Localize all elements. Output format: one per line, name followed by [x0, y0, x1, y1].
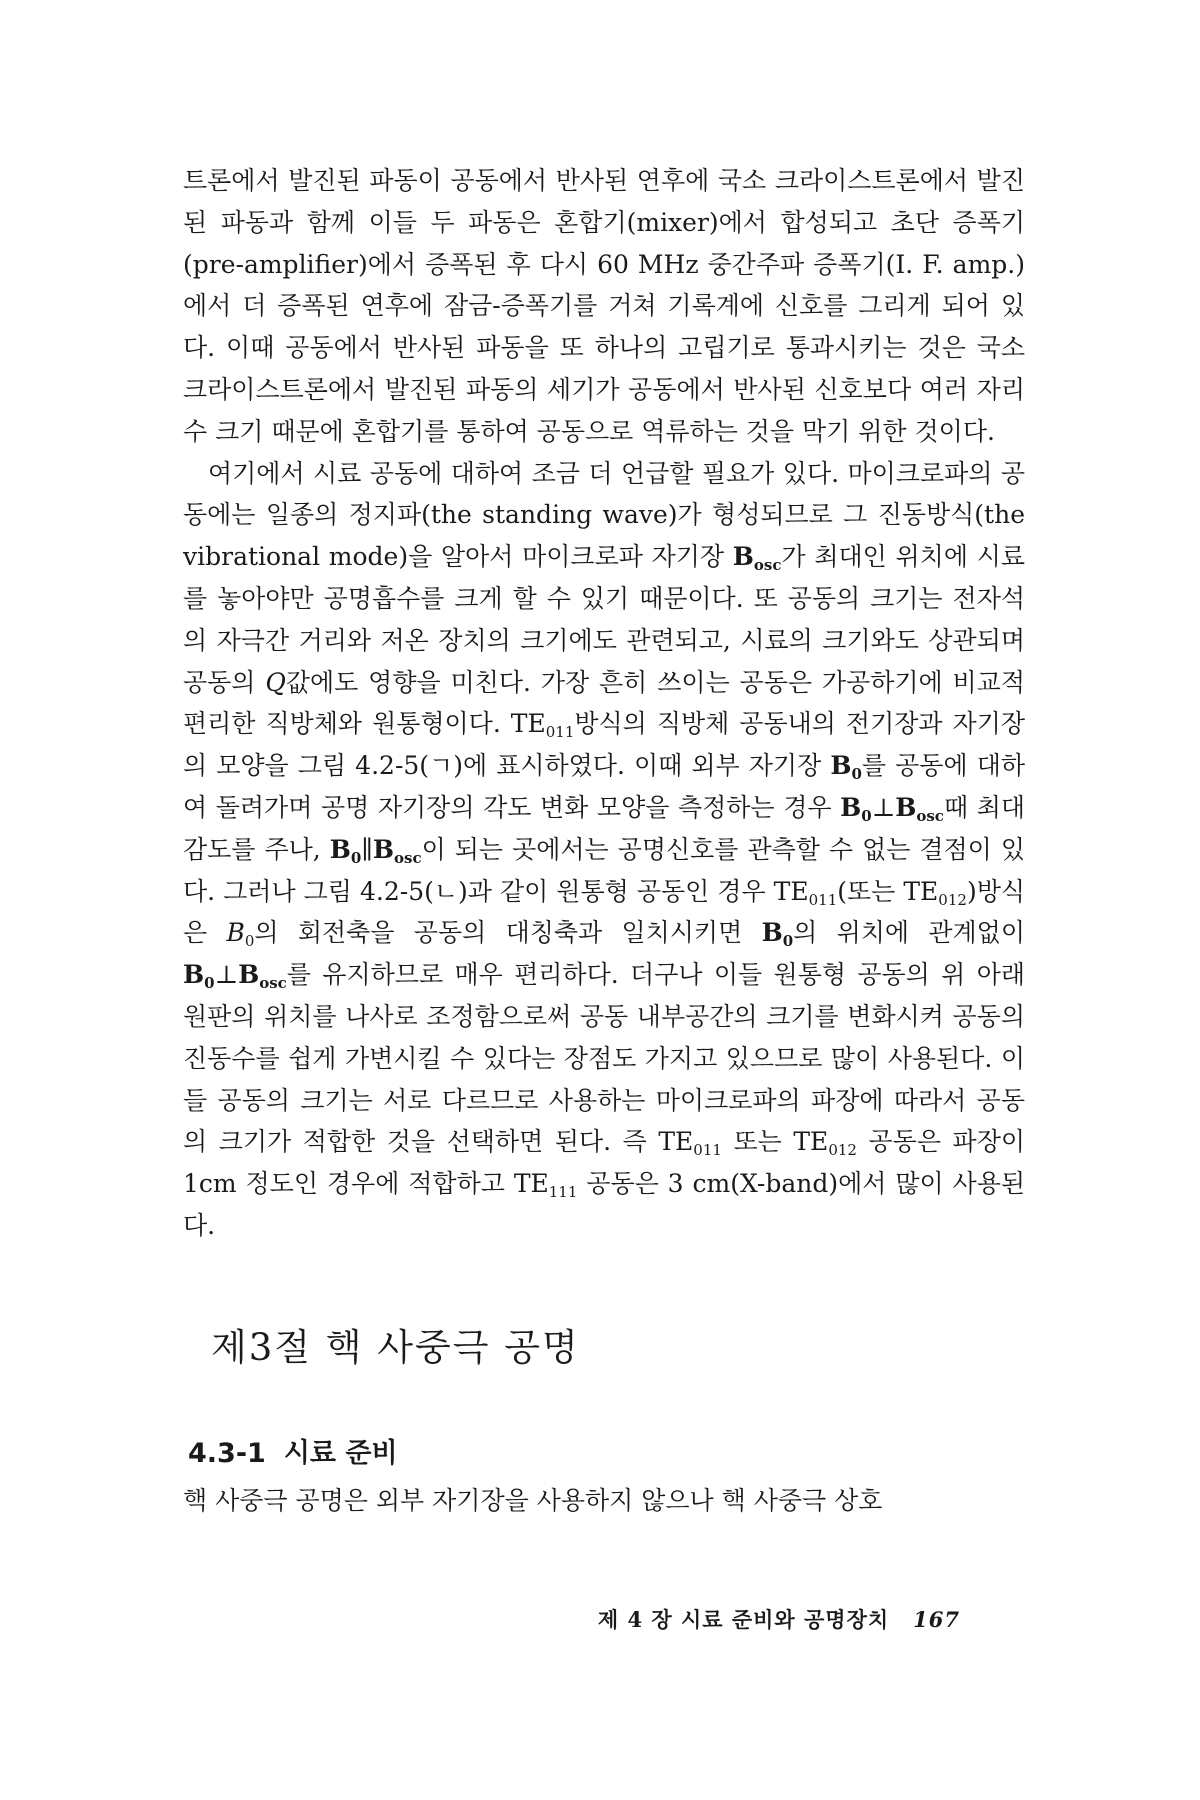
subscript: 0 [782, 932, 794, 951]
section-title: 제3절 핵 사중극 공명 [211, 1325, 580, 1369]
b0-symbol: B [761, 918, 783, 948]
te-mode-symbol: TE [793, 1127, 829, 1157]
running-footer-chapter: 제 4 장 시료 준비와 공명장치 [597, 1607, 890, 1632]
paragraph-2 [183, 453, 1025, 1247]
b-osc-symbol: B [895, 792, 917, 822]
text-run: 의 위치에 관계없이 [793, 918, 1025, 948]
paragraph-3: 핵 사중극 공명은 외부 자기장을 사용하지 않으나 핵 사중극 상호 [183, 1485, 883, 1515]
b-osc-symbol: B [732, 542, 754, 572]
b0-symbol: B [183, 960, 205, 990]
subsection-heading [188, 1431, 1025, 1470]
te-mode-symbol: TE [513, 1169, 549, 1199]
subscript: 012 [938, 890, 967, 909]
subscript: osc [394, 848, 422, 867]
subscript: osc [916, 806, 944, 825]
subsection-title: 시료 준비 [283, 1437, 398, 1469]
subscript: 012 [828, 1141, 857, 1160]
subscript: 0 [204, 974, 215, 993]
text-run: 또는 [721, 1127, 794, 1157]
parallel-symbol: ∥ [361, 834, 373, 864]
subscript: 0 [851, 765, 862, 784]
page-number: 167 [913, 1607, 960, 1632]
subscript: osc [753, 556, 782, 575]
subscript: 0 [244, 932, 255, 951]
te-mode-symbol: TE [903, 876, 939, 906]
perpendicular-symbol: ⊥ [214, 960, 239, 990]
subscript: 0 [350, 848, 362, 867]
subscript: 0 [861, 806, 872, 825]
perpendicular-symbol: ⊥ [871, 792, 896, 822]
te-mode-symbol: TE [773, 876, 809, 906]
paragraph-1: 트론에서 발진된 파동이 공동에서 반사된 연후에 국소 크라이스트론에서 발진된 파동과 함께 이들 두 파동은 혼합기(mixer)에서 합성되고 초단 증폭기(pre-amplifier)에서 증폭된 후 다시 60 MHz 중간주파 증폭기(I. F. amp.)에서 더 증폭된 연후에 잠금-증폭기를 거쳐 기록계에 신호를 그리게 되어 있다. 이때 공동에서 반사된 파동을 또 하나의 고립기로 통과시키는 것은 국소 크라이스트론에서 발진된 파동의 세기가 공동에서 반사된 신호보다 여러 자리수 크기 때문에 혼합기를 통하여 공동으로 역류하는 것을 막기 위한 것이다. [183, 166, 1025, 446]
text-run: 공동은 파장이 1cm 정도인 경우에 적합하고 [183, 1127, 1025, 1199]
subscript: 011 [545, 723, 575, 742]
b0-symbol: B [840, 792, 862, 822]
b-osc-symbol: B [238, 960, 260, 990]
subscript: 011 [693, 1141, 722, 1160]
b-osc-symbol: B [372, 834, 395, 864]
text-run: 이 되는 곳에서는 공명신호를 관측할 수 없는 결점이 있다. 그러나 그림 4.2-5(ㄴ)과 같이 원통형 공동인 경우 [183, 834, 1025, 906]
text-run: 가 최대인 위치에 시료를 놓아야만 공명흡수를 크게 할 수 있기 때문이다. 또 공동의 크기는 전자석의 자극간 거리와 저온 장치의 크기에도 관련되고, 시료의 크기와도 상관되며 공동의 [183, 542, 1025, 697]
b0-symbol: B [329, 834, 351, 864]
b0-symbol: B [830, 751, 852, 781]
page-footer [598, 1604, 960, 1634]
b0-symbol: B [226, 918, 245, 948]
text-run: 여기에서 시료 공동에 대하여 조금 더 언급할 필요가 있다. 마이크로파의 공동에는 일종의 정지파(the standing wave)가 형성되므로 그 진동방식(the vibrational mode)을 알아서 마이크로파 자기장 [183, 458, 1025, 572]
te-mode-symbol: TE [658, 1127, 694, 1157]
subscript: 111 [548, 1183, 578, 1202]
q-symbol: Q [265, 667, 286, 697]
text-run: )방식은 [183, 876, 1025, 948]
text-run: 공동은 3 cm(X-band)에서 많이 사용된다. [183, 1169, 1025, 1240]
text-run: 의 회전축을 공동의 대칭축과 일치시키면 [254, 918, 762, 948]
text-run: 를 공동에 대하여 돌려가며 공명 자기장의 각도 변화 모양을 측정하는 경우 [183, 751, 1025, 822]
subsection-number: 4.3-1 [188, 1437, 266, 1469]
subscript: osc [259, 974, 287, 993]
text-run: 를 유지하므로 매우 편리하다. 더구나 이들 원통형 공동의 위 아래 원판의 위치를 나사로 조정함으로써 공동 내부공간의 크기를 변화시켜 공동의 진동수를 쉽게 가변시킬 수 있다는 장점도 가지고 있으므로 많이 사용된다. 이들 공동의 크기는 서로 다르므로 사용하는 마이크로파의 파장에 따라서 공동의 크기가 적합한 것을 선택하면 된다. 즉 [183, 960, 1025, 1157]
text-run: 방식의 직방체 공동내의 전기장과 자기장의 모양을 그림 4.2-5(ㄱ)에 표시하였다. 이때 외부 자기장 [183, 709, 1025, 781]
page-content [183, 160, 1025, 1522]
text-run: 값에도 영향을 미친다. 가장 흔히 쓰이는 공동은 가공하기에 비교적 편리한 직방체와 원통형이다. [183, 667, 1025, 739]
te-mode-symbol: TE [510, 709, 546, 739]
text-run: (또는 [837, 876, 904, 906]
subscript: 011 [808, 890, 838, 909]
text-run: 때 최대 감도를 주나, [183, 792, 1025, 864]
